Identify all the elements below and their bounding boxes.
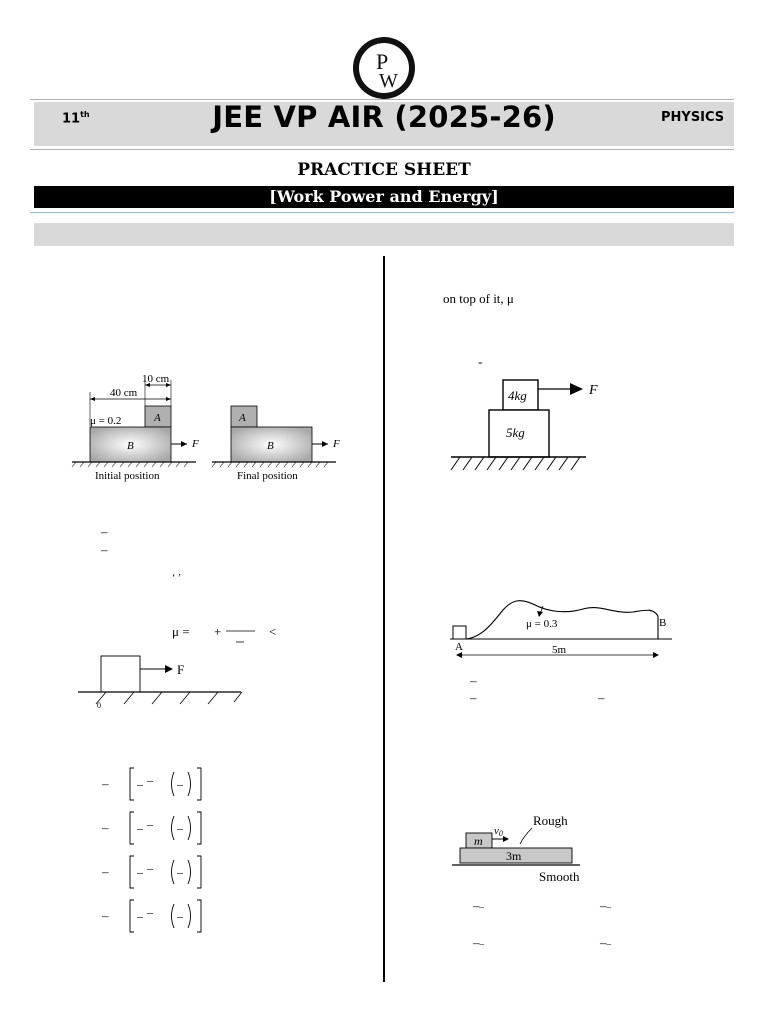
- figure-block-on-plank: [450, 810, 610, 886]
- point-a-label: A: [455, 641, 463, 653]
- svg-text:–: –: [147, 817, 153, 831]
- topic-rule: [30, 212, 734, 213]
- column-divider: [383, 256, 385, 982]
- option-dash: –: [598, 690, 605, 705]
- grade-number: 11: [62, 111, 81, 127]
- velocity-subscript: 0: [498, 829, 503, 838]
- svg-text:–: –: [102, 908, 109, 923]
- svg-text:–: –: [137, 909, 143, 923]
- svg-text:–: –: [102, 820, 109, 835]
- bottom-block-label: 5kg: [506, 425, 525, 440]
- plank-label: 3m: [506, 849, 522, 863]
- svg-text:–: –: [102, 776, 109, 791]
- svg-text:–: –: [147, 905, 153, 919]
- velocity-symbol: v: [494, 825, 499, 837]
- quote-marks: ‘ ’: [172, 573, 182, 584]
- page-title: JEE VP AIR (2025-26): [212, 100, 556, 134]
- caption-final: Final position: [237, 470, 298, 482]
- svg-text:–: –: [147, 861, 153, 875]
- sheet-title: PRACTICE SHEET: [297, 160, 471, 180]
- svg-text:–: –: [147, 773, 153, 787]
- caption-initial: Initial position: [95, 470, 160, 482]
- header-rule-bottom: [30, 149, 734, 150]
- option-dash: –: [101, 524, 108, 539]
- option-dash: ––: [600, 935, 611, 950]
- mass-label: m: [474, 834, 483, 848]
- fraction-bar: [224, 624, 258, 646]
- rough-label: Rough: [533, 813, 568, 828]
- subject-label: PHYSICS: [661, 110, 725, 125]
- mu-label: μ = 0.2: [90, 415, 122, 427]
- svg-text:–: –: [177, 865, 183, 879]
- svg-text:–: –: [177, 777, 183, 791]
- point-b-label: B: [659, 617, 667, 629]
- smooth-label: Smooth: [539, 869, 580, 884]
- grade-suffix: th: [80, 110, 90, 119]
- force-label-initial: F: [192, 438, 199, 450]
- option-row: [101, 812, 201, 844]
- option-dash: –: [101, 542, 108, 557]
- logo-letter-p: P: [376, 49, 389, 74]
- svg-text:–: –: [137, 865, 143, 879]
- question-fragment: on top of it, μ: [443, 291, 514, 306]
- top-block-label: 4kg: [508, 388, 527, 403]
- option-dash: ––: [473, 935, 484, 950]
- origin-label: 0: [97, 701, 101, 710]
- mu-label-track: μ = 0.3: [526, 618, 558, 630]
- logo-letter-w: W: [379, 70, 398, 92]
- figure-curved-track: [448, 592, 674, 660]
- grey-strip: [34, 223, 734, 246]
- velocity-label: [494, 825, 503, 838]
- figure-block-force: [76, 652, 244, 714]
- dim-top-label: 10 cm: [142, 373, 170, 385]
- option-dash: -: [478, 354, 483, 369]
- svg-text:–: –: [137, 777, 143, 791]
- option-row: [101, 900, 201, 932]
- dim-left-label: 40 cm: [110, 387, 138, 399]
- option-dash: ––: [473, 898, 484, 913]
- block-a-label-final: A: [239, 412, 246, 424]
- bracket-options: [96, 762, 212, 938]
- distance-label: 5m: [552, 644, 567, 656]
- option-row: [101, 856, 201, 888]
- block-a-label: A: [154, 412, 161, 424]
- topic-bar: [Work Power and Energy]: [34, 186, 734, 208]
- option-dash: –: [470, 690, 477, 705]
- option-dash: ––: [600, 898, 611, 913]
- force-label-fig2: F: [177, 662, 185, 677]
- figure-blocks-initial-final: [70, 368, 350, 486]
- plus-sign: +: [214, 624, 222, 639]
- svg-text:–: –: [177, 821, 183, 835]
- pw-logo: [352, 36, 416, 100]
- figure-stacked-blocks: [446, 372, 606, 474]
- svg-text:–: –: [177, 909, 183, 923]
- block-b-label: B: [127, 440, 134, 452]
- less-than: <: [269, 624, 277, 639]
- option-row: [101, 768, 201, 800]
- option-dash: –: [470, 673, 477, 688]
- force-label-final: F: [333, 438, 340, 450]
- force-label-fig3: F: [589, 383, 598, 398]
- block-b-label-final: B: [267, 440, 274, 452]
- svg-text:–: –: [137, 821, 143, 835]
- mu-equals: μ =: [172, 624, 190, 639]
- svg-text:–: –: [102, 864, 109, 879]
